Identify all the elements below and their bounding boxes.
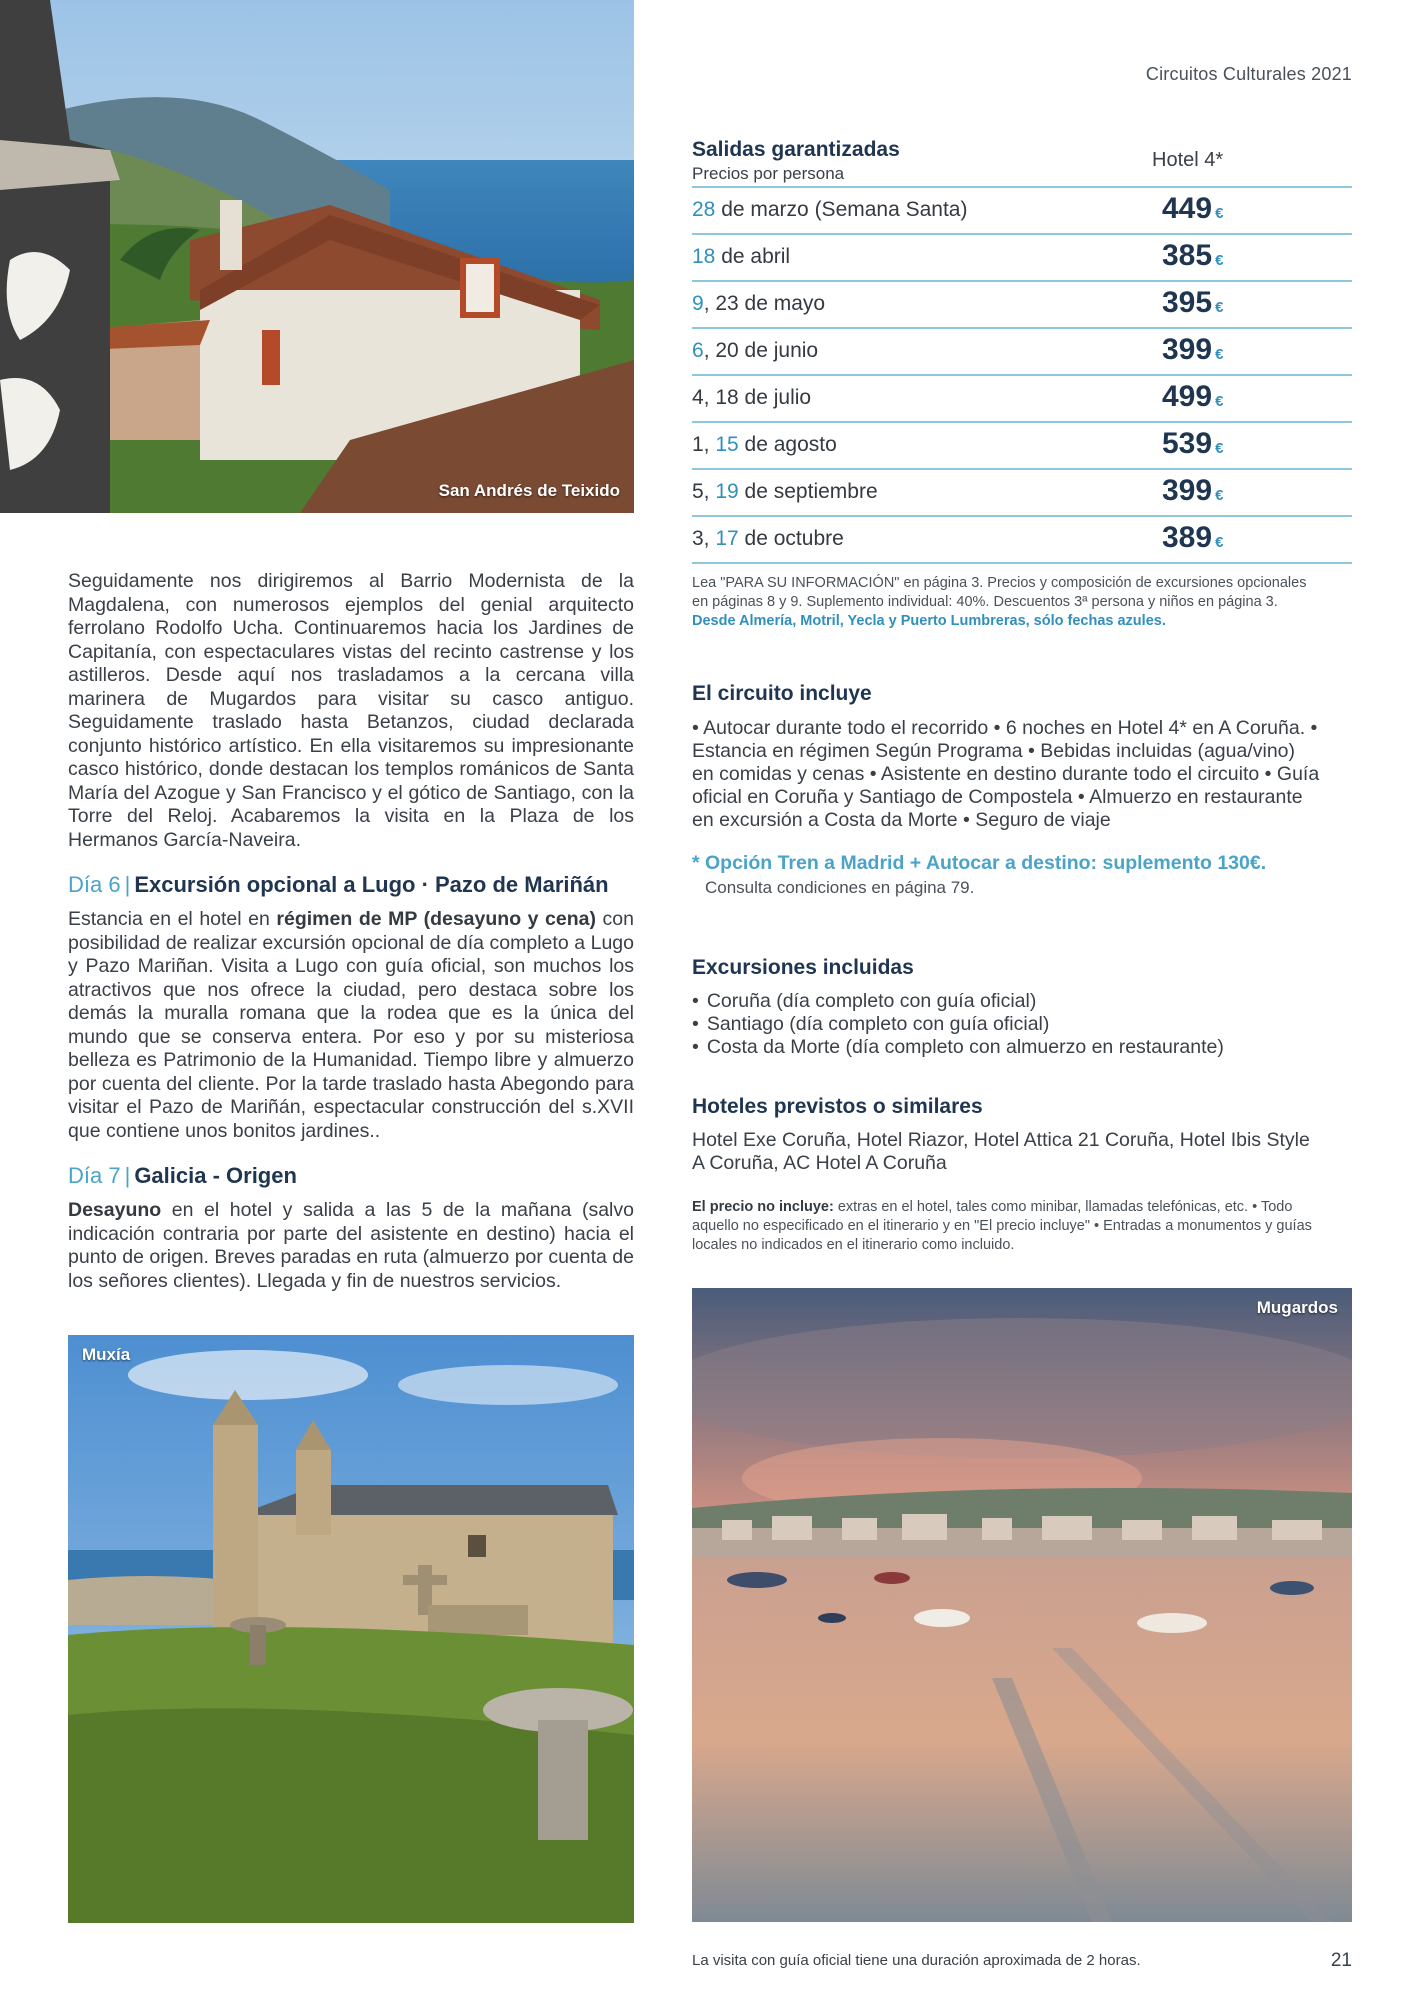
photo-mugardos [692,1288,1352,1922]
highlighted-date: 19 [715,480,739,503]
includes-text: • Autocar durante todo el recorrido • 6 noches en Hotel 4* en A Coruña. • Estancia en régimen Según Programa • Bebidas incluidas (agua/vino) en comidas y cenas • Asistente en destino durante todo el circuito • Guía oficial en Coruña y Santiago de Compostela • Almuerzo en restaurante en excursión a Costa da Morte • Seguro de viaje [692,717,1320,831]
departure-date [692,386,811,410]
price-row [692,280,1352,327]
day-number: Día 6 [68,872,121,897]
currency-symbol: € [1215,393,1224,410]
price-amount: 389 [1162,521,1213,554]
price-row [692,233,1352,280]
day-title: Excursión opcional a Lugo · Pazo de Mariñán [134,872,609,897]
price-amount: 399 [1162,474,1213,507]
date-text: de octubre [738,527,844,550]
date-text: 4, 18 de julio [692,386,812,409]
landscape-illustration [0,0,634,513]
price-value [1162,192,1223,226]
left-column [68,570,634,1293]
date-text: de septiembre [738,480,878,503]
price-row [692,515,1352,562]
photo-caption: Mugardos [1256,1298,1338,1317]
footer-note: La visita con guía oficial tiene una duración aproximada de 2 horas. [692,1952,1141,1969]
excursions-section [692,956,1322,1059]
price-value [1162,521,1223,555]
date-text: de agosto [738,433,837,456]
price-value [1162,380,1223,414]
price-row [692,374,1352,421]
highlighted-date: 18 [692,245,716,268]
highlighted-date: 15 [715,433,739,456]
date-text: 3, [692,527,716,550]
price-value [1162,427,1223,461]
date-text: 5, [692,480,716,503]
includes-title: El circuito incluye [692,682,872,705]
date-text: de marzo (Semana Santa) [715,198,968,221]
text-run: Estancia en el hotel en [68,908,277,930]
photo-muxia [68,1335,634,1923]
price-row [692,468,1352,515]
photo-san-andres-de-teixido [0,0,634,513]
currency-symbol: € [1215,205,1224,222]
excursions-list [692,990,1322,1059]
price-row [692,421,1352,468]
price-notes [692,574,1324,631]
departure-date [692,480,878,504]
text-run: en el hotel y salida a las 5 de la mañana (salvo indicación contraria por parte del asistente en destino) hacia el punto de origen. Breves paradas en ruta (almuerzo por cuenta de los señores clientes). Llegada y fin de nuestros servicios. [68,1199,634,1292]
date-text: de abril [715,245,791,268]
date-text: , 23 de mayo [703,292,826,315]
currency-symbol: € [1215,346,1224,363]
day-7-heading [68,1163,634,1189]
hotels-text: Hotel Exe Coruña, Hotel Riazor, Hotel Attica 21 Coruña, Hotel Ibis Style A Coruña, AC Hotel A Coruña [692,1129,1310,1174]
promo-line: * Opción Tren a Madrid + Autocar a destino: suplemento 130€. [692,852,1267,874]
includes-section [692,682,1322,898]
day-separator: | [124,872,131,897]
highlighted-date: 17 [715,527,739,550]
day-6-heading [68,872,634,898]
price-amount: 449 [1162,192,1213,225]
price-amount: 499 [1162,380,1213,413]
departure-date [692,245,790,269]
intro-paragraph: Seguidamente nos dirigiremos al Barrio Modernista de la Magdalena, con numerosos ejemplos del genial arquitecto ferrolano Rodolfo Ucha. Continuaremos hacia los Jardines de Capitanía, con espectaculares vistas del recinto castrense y los astilleros. Desde aquí nos trasladamos a la cercana villa marinera de Mugardos para visitar su casco antiguo. Seguidamente traslado hasta Betanzos, ciudad declarada conjunto histórico artístico. En ella visitaremos su impresionante casco histórico, donde destacan los templos románicos de Santa María del Azogue y San Francisco y el gótico de Santiago, con la Torre del Reloj. Acabaremos la visita en la Plaza de los Hermanos García-Naveira. [68,570,634,851]
hotel-column-header: Hotel 4* [1152,149,1224,171]
text-run: extras en el hotel, tales como minibar, llamadas telefónicas, etc. • Todo aquello no especificado en el itinerario y en "El precio incluye" • Entradas a monumentos y guías locales no indicados en el itinerario como incluido. [692,1199,1312,1253]
departure-date [692,339,818,363]
day-number: Día 7 [68,1163,121,1188]
price-value [1162,239,1223,273]
highlighted-date: 28 [692,198,716,221]
text-run: con posibilidad de realizar excursión opcional de día completo a Lugo y Pazo Mariñan. Visita a Lugo con guía oficial, son muchos los atractivos que nos ofrece la ciudad, pero destaca sobre los demás la muralla romana que la rodea que es la única del mundo que se conserva entera. Por eso y por su misteriosa belleza es Patrimonio de la Humanidad. Tiempo libre y almuerzo por cuenta del cliente. Por la tarde traslado hasta Abegondo para visitar el Pazo de Mariñán, espectacular construcción del s.XVII que contiene unos bonitos jardines.. [68,908,634,1142]
excludes-label: El precio no incluye: [692,1199,834,1215]
text-run: Lea "PARA SU INFORMACIÓN" en página 3. Precios y composición de excursiones opcionales en páginas 8 y 9. Suplemento individual: 40%. Descuentos 3ª persona y niños en página 3. [692,575,1307,610]
price-table-title: Salidas garantizadas [692,138,900,161]
harbor-illustration [692,1288,1352,1922]
price-amount: 539 [1162,427,1213,460]
currency-symbol: € [1215,487,1224,504]
hotels-section [692,1095,1322,1175]
promo-subline: Consulta condiciones en página 79. [705,878,975,897]
page-header-title: Circuitos Culturales 2021 [1145,64,1352,84]
day-7-paragraph [68,1199,634,1293]
currency-symbol: € [1215,299,1224,316]
date-text: 1, [692,433,716,456]
price-value [1162,286,1223,320]
price-table [692,136,1352,566]
table-bottom-rule [692,562,1352,564]
list-item: • Costa da Morte (día completo con almuerzo en restaurante) [692,1036,1322,1059]
price-amount: 385 [1162,239,1213,272]
price-value [1162,333,1223,367]
date-text: , 20 de junio [703,339,819,362]
day-6-paragraph [68,908,634,1143]
hotels-title: Hoteles previstos o similares [692,1095,983,1118]
price-row [692,327,1352,374]
photo-caption: San Andrés de Teixido [438,481,620,500]
photo-caption: Muxía [82,1345,131,1364]
price-table-subtitle: Precios por persona [692,164,845,183]
page-number: 21 [1330,1950,1352,1971]
departure-date [692,292,825,316]
excursions-title: Excursiones incluidas [692,956,914,979]
price-amount: 395 [1162,286,1213,319]
price-amount: 399 [1162,333,1213,366]
price-value [1162,474,1223,508]
departure-date [692,527,844,551]
day-title: Galicia - Origen [134,1163,297,1188]
highlighted-date: 6 [692,339,704,362]
blue-note: Desde Almería, Motril, Yecla y Puerto Lumbreras, sólo fechas azules. [692,613,1166,629]
highlighted-date: 9 [692,292,704,315]
bold-text: Desayuno [68,1199,162,1221]
list-item: • Coruña (día completo con guía oficial) [692,990,1322,1013]
currency-symbol: € [1215,534,1224,551]
excludes-note [692,1198,1324,1255]
currency-symbol: € [1215,252,1224,269]
church-illustration [68,1335,634,1923]
bold-text: régimen de MP (desayuno y cena) [276,908,596,930]
departure-date [692,433,837,457]
day-separator: | [124,1163,131,1188]
list-item: • Santiago (día completo con guía oficial) [692,1013,1322,1036]
currency-symbol: € [1215,440,1224,457]
departure-date [692,198,967,222]
price-row [692,186,1352,233]
